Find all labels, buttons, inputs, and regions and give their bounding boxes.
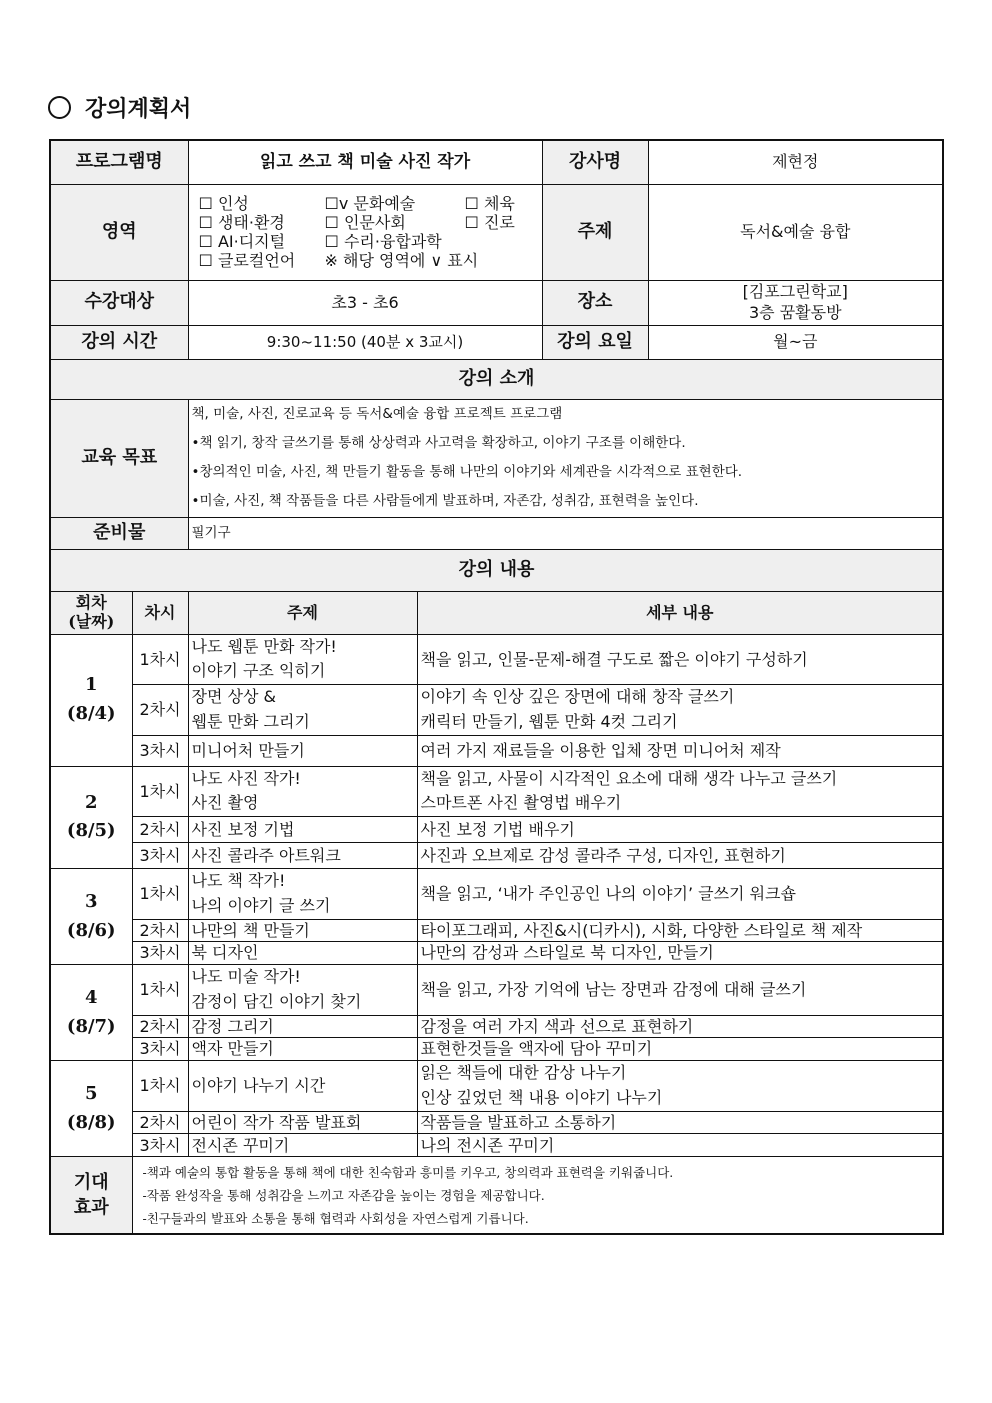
period-cell: 1차시	[132, 965, 188, 1016]
detail-cell: 책을 읽고, 사물이 시각적인 요소에 대해 생각 나누고 글쓰기 스마트폰 사진 촬영법 배우기	[417, 766, 943, 817]
period-cell: 3차시	[132, 1038, 188, 1061]
period-cell: 1차시	[132, 869, 188, 920]
intro-header-row	[50, 359, 943, 399]
area-checkbox-math-science[interactable]: ☐ 수리·융합과학	[324, 232, 442, 251]
session-number: 3 (8/6)	[50, 869, 132, 965]
content-header: 강의 내용	[50, 549, 943, 591]
area-checkboxes	[188, 184, 542, 280]
time-value: 9:30~11:50 (40분 x 3교시)	[188, 325, 542, 359]
subject-cell: 나도 사진 작가! 사진 촬영	[188, 766, 417, 817]
subject-cell: 북 디자인	[188, 942, 417, 965]
area-row	[50, 184, 943, 280]
table-row	[50, 1038, 943, 1061]
document-title	[48, 92, 191, 123]
goal-item: 책, 미술, 사진, 진로교육 등 독서&예술 융합 프로젝트 프로그램	[191, 405, 563, 422]
effect-item: -책과 예술의 통합 활동을 통해 책에 대한 친숙함과 흥미를 키우고, 창의력과 표현력을 키워줍니다.	[142, 1164, 674, 1180]
topic-value: 독서&예술 융합	[648, 184, 943, 280]
program-row	[50, 140, 943, 184]
period-cell: 2차시	[132, 919, 188, 942]
period-cell: 1차시	[132, 1061, 188, 1112]
lecture-plan-table	[49, 139, 944, 1235]
content-columns-row	[50, 591, 943, 634]
table-row	[50, 766, 943, 817]
area-checkbox-character[interactable]: ☐ 인성	[198, 193, 249, 213]
detail-cell: 나의 전시존 꾸미기	[417, 1134, 943, 1157]
effect-item: -친구들과의 발표와 소통을 통해 협력과 사회성을 자연스럽게 기릅니다.	[142, 1210, 529, 1226]
document-title-text: 강의계획서	[85, 97, 192, 122]
goal-label: 교육 목표	[50, 399, 188, 517]
detail-cell: 표현한것들을 액자에 담아 꾸미기	[417, 1038, 943, 1061]
area-note: ※ 해당 영역에 ∨ 표시	[324, 251, 479, 271]
period-cell: 3차시	[132, 843, 188, 869]
subject-column-header: 주제	[188, 591, 417, 634]
period-cell: 2차시	[132, 1111, 188, 1134]
session-number: 4 (8/7)	[50, 965, 132, 1061]
table-row	[50, 1015, 943, 1038]
area-checkbox-ecology[interactable]: ☐ 생태·환경	[198, 212, 285, 232]
period-cell: 2차시	[132, 1015, 188, 1038]
subject-cell: 전시존 꾸미기	[188, 1134, 417, 1157]
table-row	[50, 942, 943, 965]
program-label: 프로그램명	[50, 140, 188, 184]
subject-cell: 어린이 작가 작품 발표회	[188, 1111, 417, 1134]
session-column-header: 회차 (날짜)	[50, 591, 132, 634]
detail-cell: 이야기 속 인상 깊은 장면에 대해 창작 글쓰기 캐릭터 만들기, 웹툰 만화 4컷 그리기	[417, 685, 943, 736]
subject-cell: 장면 상상 & 웹툰 만화 그리기	[188, 685, 417, 736]
area-label: 영역	[50, 184, 188, 280]
table-row	[50, 843, 943, 869]
session-number: 2 (8/5)	[50, 766, 132, 869]
time-row	[50, 325, 943, 359]
table-row	[50, 869, 943, 920]
table-row	[50, 965, 943, 1016]
goal-item: •미술, 사진, 책 작품들을 다른 사람들에게 발표하며, 자존감, 성취감, 표현력을 높인다.	[191, 493, 699, 510]
goal-list	[188, 399, 943, 517]
goal-item: •책 읽기, 창작 글쓰기를 통해 상상력과 사고력을 확장하고, 이야기 구조를 이해한다.	[191, 434, 686, 451]
subject-cell: 사진 보정 기법	[188, 817, 417, 843]
goal-row	[50, 399, 943, 517]
subject-cell: 나만의 책 만들기	[188, 919, 417, 942]
materials-label: 준비물	[50, 517, 188, 549]
place-line-2: 3층 꿈활동방	[749, 302, 842, 322]
area-checkbox-humanities[interactable]: ☐ 인문사회	[324, 212, 406, 232]
area-checkbox-career[interactable]: ☐ 진로	[464, 212, 515, 232]
intro-header: 강의 소개	[50, 359, 943, 399]
table-row	[50, 919, 943, 942]
period-column-header: 차시	[132, 591, 188, 634]
detail-cell: 감정을 여러 가지 색과 선으로 표현하기	[417, 1015, 943, 1038]
subject-cell: 이야기 나누기 시간	[188, 1061, 417, 1112]
detail-cell: 타이포그래피, 사진&시(디카시), 시화, 다양한 스타일로 책 제작	[417, 919, 943, 942]
detail-cell: 나만의 감성과 스타일로 북 디자인, 만들기	[417, 942, 943, 965]
detail-cell: 책을 읽고, 가장 기억에 남는 장면과 감정에 대해 글쓰기	[417, 965, 943, 1016]
subject-cell: 나도 웹툰 만화 작가! 이야기 구조 익히기	[188, 634, 417, 685]
place-value	[648, 280, 943, 325]
period-cell: 3차시	[132, 942, 188, 965]
table-row	[50, 735, 943, 766]
subject-cell: 사진 콜라주 아트워크	[188, 843, 417, 869]
period-cell: 3차시	[132, 735, 188, 766]
period-cell: 1차시	[132, 766, 188, 817]
table-row	[50, 685, 943, 736]
table-row	[50, 634, 943, 685]
content-header-row	[50, 549, 943, 591]
days-label: 강의 요일	[542, 325, 648, 359]
table-row	[50, 1111, 943, 1134]
detail-cell: 사진과 오브제로 감성 콜라주 구성, 디자인, 표현하기	[417, 843, 943, 869]
materials-value: 필기구	[188, 517, 943, 549]
instructor-label: 강사명	[542, 140, 648, 184]
table-row	[50, 1061, 943, 1112]
area-checkbox-culture-arts[interactable]: ☐v 문화예술	[324, 193, 416, 213]
place-line-1: [김포그린학교]	[742, 281, 848, 301]
materials-row	[50, 517, 943, 549]
program-name: 읽고 쓰고 책 미술 사진 작가	[188, 140, 542, 184]
place-label: 장소	[542, 280, 648, 325]
detail-cell: 사진 보정 기법 배우기	[417, 817, 943, 843]
target-value: 초3 - 초6	[188, 280, 542, 325]
detail-column-header: 세부 내용	[417, 591, 943, 634]
time-label: 강의 시간	[50, 325, 188, 359]
days-value: 월~금	[648, 325, 943, 359]
detail-cell: 작품들을 발표하고 소통하기	[417, 1111, 943, 1134]
area-checkbox-ai-digital[interactable]: ☐ AI·디지털	[198, 232, 286, 251]
subject-cell: 나도 책 작가! 나의 이야기 글 쓰기	[188, 869, 417, 920]
goal-item: •창의적인 미술, 사진, 책 만들기 활동을 통해 나만의 이야기와 세계관을 시각적으로 표현한다.	[191, 464, 743, 480]
period-cell: 1차시	[132, 634, 188, 685]
table-row	[50, 1134, 943, 1157]
effect-item: -작품 완성작을 통해 성취감을 느끼고 자존감을 높이는 경험을 제공합니다.	[142, 1187, 545, 1203]
table-row	[50, 817, 943, 843]
effect-row	[50, 1157, 943, 1234]
subject-cell: 감정 그리기	[188, 1015, 417, 1038]
period-cell: 2차시	[132, 817, 188, 843]
session-number: 5 (8/8)	[50, 1061, 132, 1157]
detail-cell: 책을 읽고, ‘내가 주인공인 나의 이야기’ 글쓰기 워크숍	[417, 869, 943, 920]
subject-cell: 미니어처 만들기	[188, 735, 417, 766]
target-row	[50, 280, 943, 325]
instructor-name: 제현정	[648, 140, 943, 184]
effect-label: 기대 효과	[50, 1157, 132, 1234]
session-number: 1 (8/4)	[50, 634, 132, 766]
detail-cell: 책을 읽고, 인물-문제-해결 구도로 짧은 이야기 구성하기	[417, 634, 943, 685]
area-checkbox-global-language[interactable]: ☐ 글로컬언어	[198, 251, 296, 271]
target-label: 수강대상	[50, 280, 188, 325]
period-cell: 3차시	[132, 1134, 188, 1157]
detail-cell: 여러 가지 재료들을 이용한 입체 장면 미니어처 제작	[417, 735, 943, 766]
circle-bullet-icon	[48, 96, 71, 119]
detail-cell: 읽은 책들에 대한 감상 나누기 인상 깊었던 책 내용 이야기 나누기	[417, 1061, 943, 1112]
topic-label: 주제	[542, 184, 648, 280]
effect-list	[132, 1157, 943, 1234]
subject-cell: 액자 만들기	[188, 1038, 417, 1061]
period-cell: 2차시	[132, 685, 188, 736]
subject-cell: 나도 미술 작가! 감정이 담긴 이야기 찾기	[188, 965, 417, 1016]
area-checkbox-pe[interactable]: ☐ 체육	[464, 193, 515, 213]
